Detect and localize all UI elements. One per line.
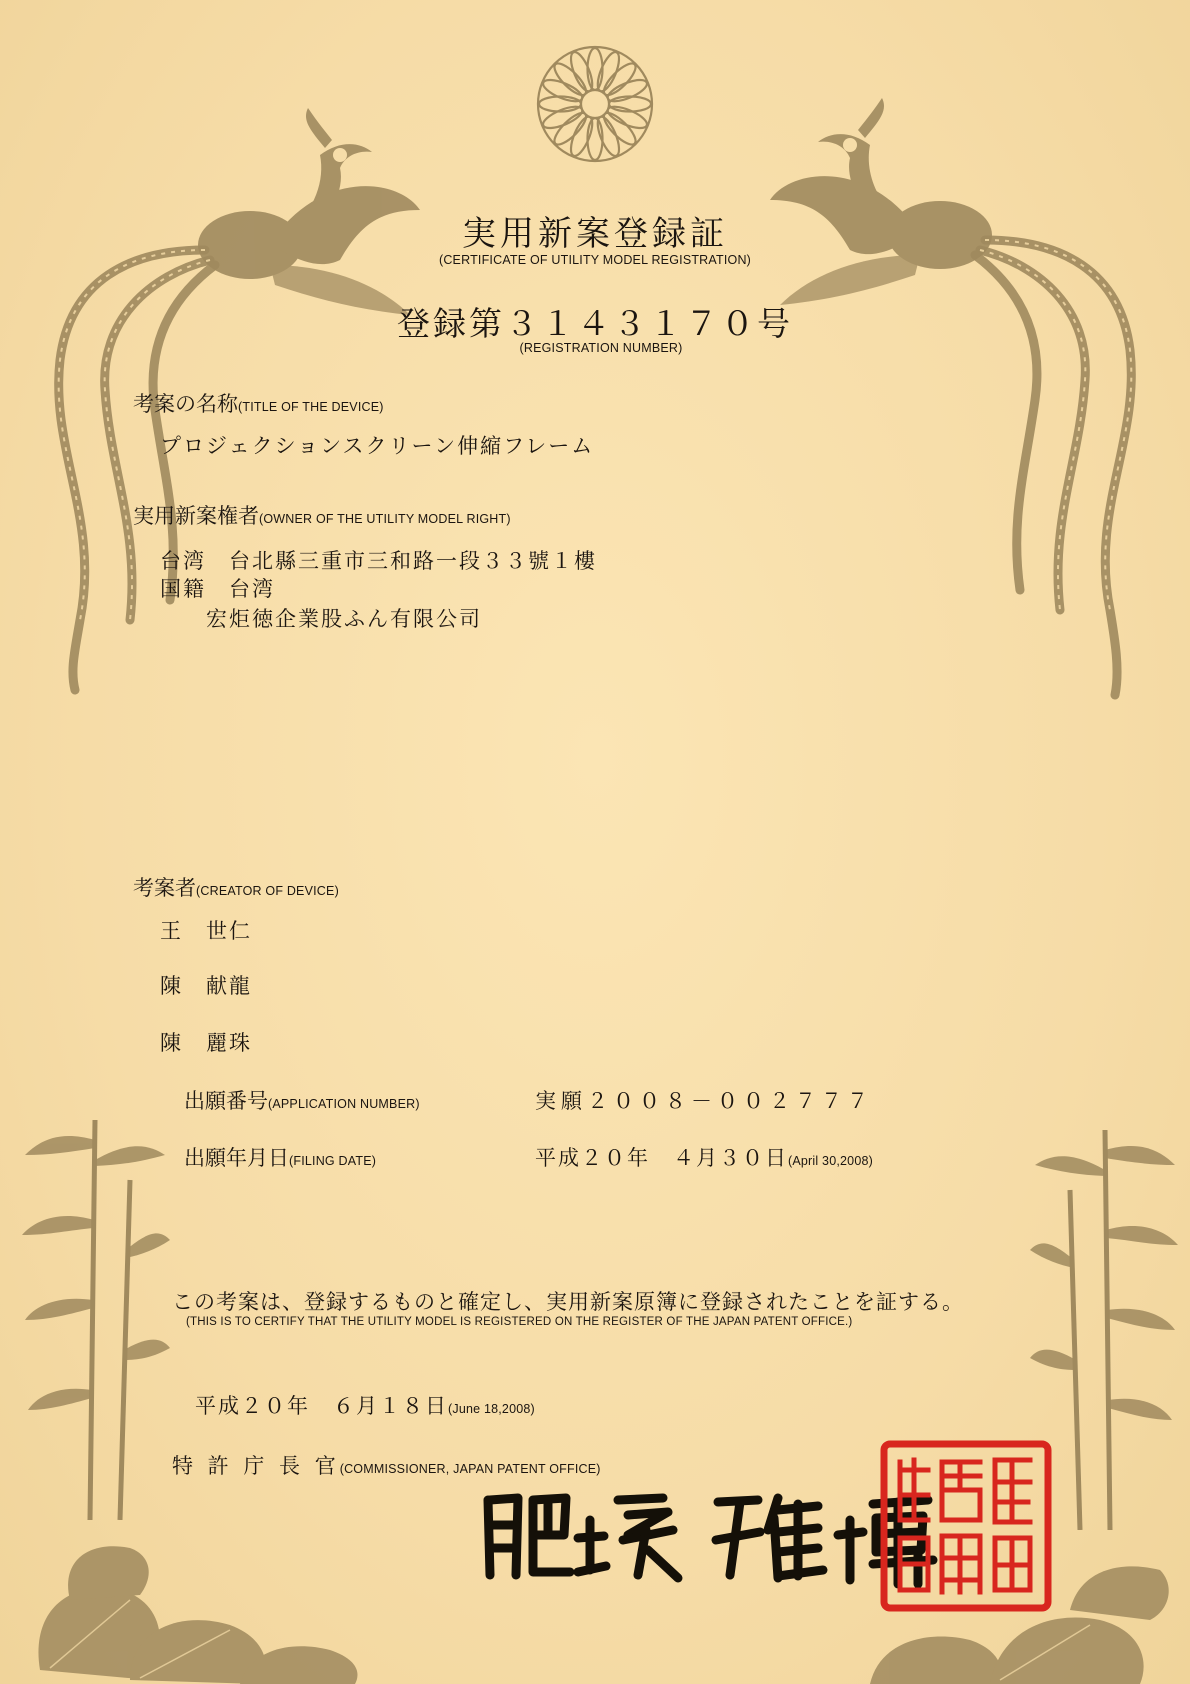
- owner-nationality: 国籍 台湾: [160, 577, 275, 601]
- registration-number: [0, 298, 1190, 345]
- creator-name: 陳 麗珠: [160, 1031, 252, 1055]
- registration-prefix: 登録第: [397, 304, 505, 343]
- device-title-value: プロジェクションスクリーン伸縮フレーム: [160, 434, 595, 458]
- device-title-label-ja: 考案の名称: [133, 392, 238, 416]
- bamboo-right-icon: [1030, 1110, 1180, 1530]
- filing-date-ja: 平成２０年 ４月３０日: [535, 1146, 788, 1170]
- filing-date-label-en: (FILING DATE): [289, 1154, 377, 1168]
- device-title-label: [133, 388, 384, 418]
- issue-date-en: (June 18,2008): [448, 1402, 535, 1416]
- commissioner-en: (COMMISSIONER, JAPAN PATENT OFFICE): [339, 1462, 601, 1476]
- filing-date-label-ja: 出願年月日: [184, 1146, 289, 1170]
- owner-label: [133, 500, 511, 530]
- certification-statement-en: (THIS IS TO CERTIFY THAT THE UTILITY MODEL IS REGISTERED ON THE REGISTER OF THE JAPAN PATENT OFFICE.): [186, 1316, 853, 1328]
- creator-name: 陳 献龍: [160, 974, 252, 998]
- filing-date-en: (April 30,2008): [788, 1154, 873, 1168]
- certification-statement: この考案は、登録するものと確定し、実用新案原簿に登録されたことを証する。: [172, 1290, 964, 1314]
- owner-label-en: (OWNER OF THE UTILITY MODEL RIGHT): [259, 512, 511, 526]
- filing-date-value: [535, 1142, 873, 1172]
- official-seal-icon: [880, 1440, 1052, 1612]
- owner-address: 台湾 台北縣三重市三和路一段３３號１樓: [160, 549, 597, 573]
- commissioner-signature: [478, 1480, 938, 1590]
- phoenix-right-icon: [770, 50, 1150, 700]
- commissioner-ja: 特 許 庁 長 官: [172, 1454, 340, 1478]
- owner-company: 宏炬徳企業股ふん有限公司: [206, 607, 482, 631]
- device-title-label-en: (TITLE OF THE DEVICE): [238, 400, 384, 414]
- filing-date-label: [184, 1142, 376, 1172]
- application-number-label-en: (APPLICATION NUMBER): [268, 1097, 420, 1111]
- chrysanthemum-crest-icon: [535, 44, 655, 164]
- creator-name: 王 世仁: [160, 919, 252, 943]
- creators-label: [133, 872, 339, 902]
- application-number-label: [184, 1085, 420, 1115]
- creators-label-ja: 考案者: [133, 876, 196, 900]
- certificate-title-en: (CERTIFICATE OF UTILITY MODEL REGISTRATION): [438, 253, 752, 267]
- issue-date-ja: 平成２０年 ６月１８日: [195, 1394, 448, 1418]
- registration-digits: ３１４３１７０: [505, 304, 757, 343]
- registration-number-en: (REGISTRATION NUMBER): [519, 341, 683, 355]
- application-number-value: 実願２００８－００２７７７: [535, 1089, 873, 1113]
- bamboo-left-icon: [20, 1100, 170, 1520]
- certificate-title: 実用新案登録証: [462, 214, 728, 254]
- commissioner: [172, 1450, 601, 1480]
- application-number-label-ja: 出願番号: [184, 1089, 268, 1113]
- creators-label-en: (CREATOR OF DEVICE): [196, 884, 339, 898]
- official-seal: [880, 1440, 1052, 1612]
- owner-label-ja: 実用新案権者: [133, 504, 259, 528]
- issue-date: [195, 1390, 535, 1420]
- registration-suffix: 号: [757, 304, 793, 343]
